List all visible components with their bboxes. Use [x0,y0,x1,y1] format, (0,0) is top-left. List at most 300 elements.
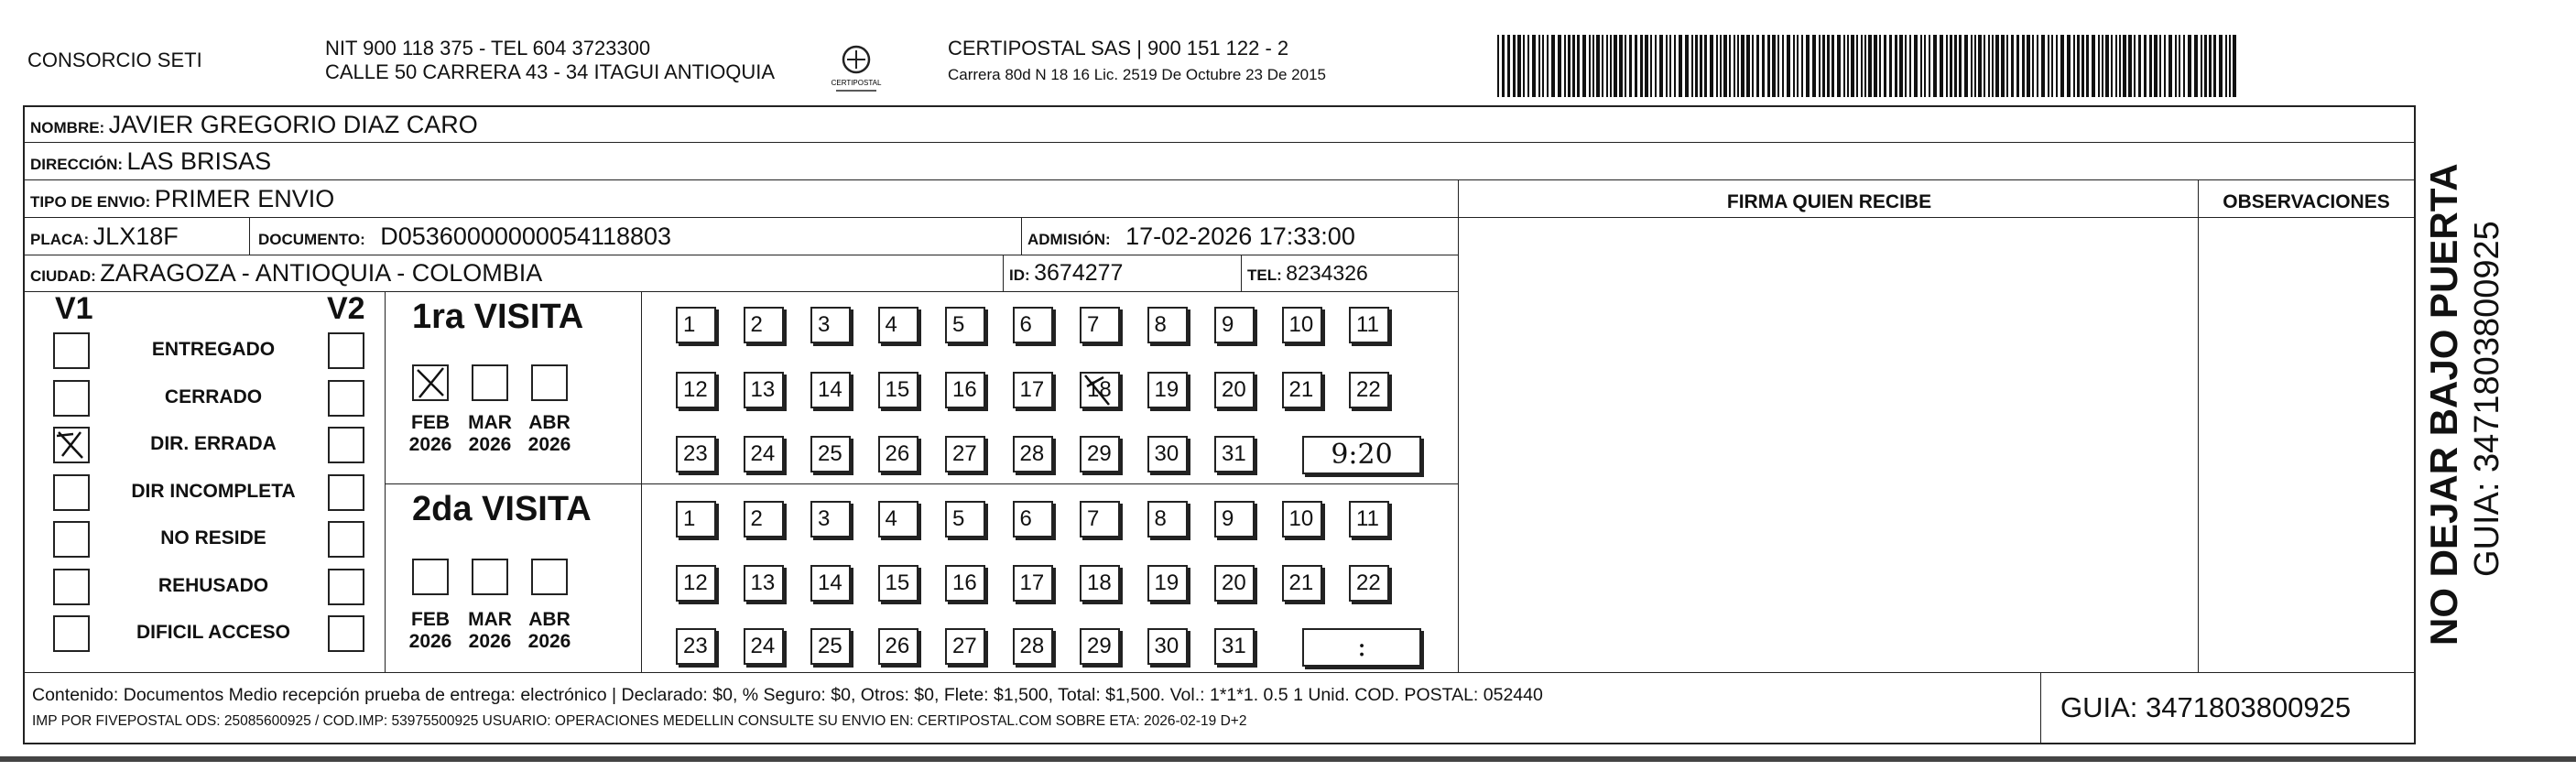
month-name: MAR [468,412,512,433]
barcode-bar [2209,35,2212,97]
barcode-bar [1716,35,1718,97]
tel-value: 8234326 [1286,261,1368,285]
day-cell[interactable]: 20 [1214,565,1255,602]
month-checkbox[interactable] [472,364,508,401]
barcode-bar [1704,35,1707,97]
barcode-bar [1497,35,1499,97]
barcode-bar [2086,35,2089,97]
day-cell[interactable]: 14 [810,565,851,602]
no-dejar-text: NO DEJAR BAJO PUERTA [2422,163,2465,646]
day-cell[interactable]: 26 [878,436,918,472]
barcode-bar [2022,35,2025,97]
day-cell[interactable]: 4 [878,307,918,343]
day-cell[interactable]: 28 [1013,436,1053,472]
barcode-bar [2032,35,2034,97]
bottom-rule [0,756,2576,762]
first-visit-title: 1ra VISITA [412,298,584,336]
barcode-bar [2081,35,2084,97]
barcode-bar [2051,35,2053,97]
company-name: CONSORCIO SETI [27,49,202,71]
day-cell[interactable]: 3 [810,501,851,538]
barcode-bar [2056,35,2058,97]
day-cell[interactable]: 18 [1080,565,1120,602]
barcode-bar [2201,35,2202,97]
day-cell[interactable]: 6 [1013,501,1053,538]
id-label: ID: [1009,266,1030,284]
barcode-bar [2041,35,2045,97]
barcode-bar [1619,35,1623,97]
direccion-label: DIRECCIÓN: [30,156,124,173]
month-year: 2026 [527,631,571,652]
barcode-bar [1527,35,1529,97]
day-cell[interactable]: 21 [1282,372,1322,408]
ciudad-label: CIUDAD: [30,267,96,285]
barcode-bar [2229,35,2231,97]
barcode-bar [2144,35,2147,97]
barcode-bar [2077,35,2080,97]
barcode-bar [2001,35,2005,97]
month-label [403,609,458,653]
barcode-bar [2164,35,2166,97]
v1-checkbox[interactable] [53,427,90,463]
barcode-bar [1909,35,1911,97]
day-cell[interactable]: 9 [1214,501,1255,538]
barcode-bar [2119,35,2121,97]
barcode-bar [2159,35,2161,97]
barcode-bar [1625,35,1626,97]
tel-label: TEL: [1247,266,1282,284]
barcode-bar [1929,35,1930,97]
barcode-bar [1984,35,1985,97]
day-cell[interactable]: 7 [1080,307,1120,343]
barcode-bar [1737,35,1739,97]
id-cell [1009,256,1123,293]
day-cell[interactable]: 23 [676,436,716,472]
barcode-bar [1819,35,1821,97]
barcode-bar [1523,35,1525,97]
barcode-bar [2048,35,2049,97]
day-cell[interactable]: 15 [878,372,918,408]
barcode-bar [1700,35,1702,97]
address-line: CALLE 50 CARRERA 43 - 34 ITAGUI ANTIOQUIA [325,60,776,83]
day-cell[interactable]: 31 [1214,628,1255,665]
barcode-bar [2016,35,2019,97]
barcode-bar [1959,35,1962,97]
barcode-bar [1729,35,1731,97]
barcode-bar [2037,35,2038,97]
month-label [462,412,517,456]
v1-checkbox[interactable] [53,569,90,605]
ciudad-cell [30,256,542,294]
month-name: MAR [468,609,512,630]
month-year: 2026 [527,434,571,455]
firma-header: FIRMA QUIEN RECIBE [1726,191,1932,212]
admision-cell [1027,220,1355,257]
day-cell[interactable]: 15 [878,565,918,602]
barcode-bar [1695,35,1698,97]
day-cell[interactable]: 16 [945,565,985,602]
barcode-bar [1924,35,1926,97]
barcode-bar [1679,35,1682,97]
barcode-bar [1558,35,1561,97]
handwritten-mark-icon [1081,374,1118,407]
direccion-row [30,145,271,182]
barcode-bar [1950,35,1952,97]
barcode-bar [1685,35,1689,97]
v2-checkbox[interactable] [328,474,364,511]
barcode-bar [2098,35,2100,97]
barcode-bar [1899,35,1903,97]
barcode-bar [1720,35,1722,97]
day-cell[interactable]: 31 [1214,436,1255,472]
barcode-bar [1734,35,1735,97]
day-cell[interactable]: 24 [744,436,784,472]
barcode-bar [1914,35,1918,97]
day-cell[interactable]: 30 [1147,628,1188,665]
barcode-bar [1895,35,1897,97]
nombre-row [30,108,478,146]
v2-header: V2 [327,291,365,326]
barcode-bar [1572,35,1575,97]
barcode-bar [1710,35,1713,97]
v1-checkbox[interactable] [53,474,90,511]
barcode-bar [2006,35,2008,97]
barcode-bar [1589,35,1591,97]
barcode-bar [1964,35,1968,97]
v1-checkbox[interactable] [53,521,90,558]
barcode-bar [2092,35,2095,97]
barcode-bar [1629,35,1632,97]
day-cell[interactable]: 30 [1147,436,1188,472]
day-cell[interactable]: 5 [945,307,985,343]
month-checkbox[interactable] [531,364,568,401]
admision-label: ADMISIÓN: [1027,231,1111,248]
barcode-bar [1568,35,1571,97]
barcode-bar [1856,35,1858,97]
barcode-bar [1864,35,1866,97]
tipo-value: PRIMER ENVIO [154,185,335,212]
barcode-bar [2102,35,2103,97]
month-label [522,609,577,653]
day-cell[interactable]: 5 [945,501,985,538]
tipo-envio-row [30,182,334,220]
guia-box: GUIA: 3471803800925 [2060,691,2352,723]
barcode-bar [1752,35,1754,97]
barcode-bar [1741,35,1745,97]
barcode-bar [1610,35,1612,97]
v2-checkbox[interactable] [328,332,364,369]
barcode-bar [1538,35,1540,97]
barcode-bar [2027,35,2030,97]
status-label: ENTREGADO [151,339,276,360]
barcode-bar [2219,35,2223,97]
barcode [1497,35,2239,97]
barcode-bar [2060,35,2064,97]
barcode-bar [1640,35,1643,97]
month-checkbox[interactable] [472,559,508,595]
barcode-bar [1532,35,1536,97]
license-line: Carrera 80d N 18 16 Lic. 2519 De Octubre 23 De 2015 [948,66,1326,83]
barcode-bar [1691,35,1693,97]
day-cell[interactable]: 18 [1080,372,1120,408]
barcode-bar [1851,35,1854,97]
barcode-bar [2111,35,2113,97]
day-cell[interactable]: 29 [1080,436,1120,472]
barcode-bar [1868,35,1872,97]
v2-checkbox[interactable] [328,380,364,417]
documento-cell [258,220,671,257]
barcode-bar [1614,35,1617,97]
barcode-bar [1889,35,1892,97]
barcode-bar [1843,35,1845,97]
day-cell[interactable]: 25 [810,628,851,665]
day-cell[interactable]: 16 [945,372,985,408]
day-cell[interactable]: 20 [1214,372,1255,408]
barcode-bar [1787,35,1790,97]
barcode-bar [1767,35,1770,97]
month-name: ABR [528,412,571,433]
day-cell[interactable]: 9 [1214,307,1255,343]
day-cell[interactable]: 22 [1349,565,1389,602]
barcode-bar [1513,35,1516,97]
barcode-bar [1577,35,1580,97]
barcode-bar [1879,35,1881,97]
day-cell[interactable]: 14 [810,372,851,408]
barcode-bar [2011,35,2014,97]
barcode-bar [1974,35,1976,97]
barcode-bar [1746,35,1750,97]
barcode-bar [1666,35,1668,97]
barcode-bar [1723,35,1727,97]
day-cell[interactable]: 13 [744,372,784,408]
barcode-bar [1674,35,1676,97]
barcode-bar [2179,35,2180,97]
day-cell[interactable]: 24 [744,628,784,665]
status-label: DIR. ERRADA [150,433,277,454]
v1-header: V1 [55,291,93,326]
barcode-bar [2175,35,2177,97]
barcode-bar [2204,35,2207,97]
day-cell[interactable]: 10 [1282,307,1322,343]
v2-checkbox[interactable] [328,615,364,652]
barcode-bar [1837,35,1841,97]
barcode-bar [2067,35,2071,97]
month-label [462,609,517,653]
barcode-bar [2149,35,2152,97]
barcode-bar [1635,35,1637,97]
direccion-value: LAS BRISAS [126,147,272,175]
day-cell[interactable]: 17 [1013,372,1053,408]
time-field[interactable]: 9:20 [1302,436,1421,474]
barcode-bar [1606,35,1608,97]
day-cell[interactable]: 4 [878,501,918,538]
barcode-bar [2225,35,2227,97]
footer-line-1: Contenido: Documentos Medio recepción prueba de entrega: electrónico | Declarado: $0, % Seguro: $0, Otros: $0, Flete: $1,500, Total: $1,500. Vol.: 1*1*1. 0.5 1 Unid. COD. POSTAL: 052440 [32,685,1543,705]
v1-checkbox[interactable] [53,380,90,417]
day-cell[interactable]: 29 [1080,628,1120,665]
day-cell[interactable]: 12 [676,372,716,408]
day-cell[interactable]: 17 [1013,565,1053,602]
side-guia-text: GUIA: 3471803800925 [2468,221,2506,577]
barcode-bar [1772,35,1776,97]
day-cell[interactable]: 28 [1013,628,1053,665]
status-label: REHUSADO [158,574,269,596]
barcode-bar [2213,35,2216,97]
ciudad-value: ZARAGOZA - ANTIOQUIA - COLOMBIA [100,259,543,287]
month-name: FEB [411,609,450,630]
barcode-bar [1874,35,1877,97]
month-checkbox[interactable] [531,559,568,595]
month-checkbox[interactable] [412,559,449,595]
barcode-bar [1884,35,1886,97]
day-cell[interactable]: 1 [676,501,716,538]
day-cell[interactable]: 3 [810,307,851,343]
barcode-bar [2183,35,2185,97]
barcode-bar [1905,35,1907,97]
day-cell[interactable]: 22 [1349,372,1389,408]
day-cell[interactable]: 12 [676,565,716,602]
v1-checkbox[interactable] [53,615,90,652]
barcode-bar [1940,35,1943,97]
barcode-bar [1995,35,1999,97]
month-label [522,412,577,456]
month-label [403,412,458,456]
barcode-bar [1582,35,1586,97]
day-cell[interactable]: 26 [878,628,918,665]
barcode-bar [1655,35,1657,97]
barcode-bar [1971,35,1973,97]
v2-checkbox[interactable] [328,427,364,463]
day-cell[interactable]: 11 [1349,307,1389,343]
nombre-value: JAVIER GREGORIO DIAZ CARO [108,111,478,138]
barcode-bar [1847,35,1849,97]
day-cell[interactable]: 27 [945,628,985,665]
tel-cell [1247,256,1368,293]
day-cell[interactable]: 8 [1147,307,1188,343]
status-label: NO RESIDE [160,527,266,548]
barcode-bar [1547,35,1549,97]
handwritten-mark-icon [55,429,88,462]
v2-checkbox[interactable] [328,521,364,558]
barcode-bar [1782,35,1784,97]
documento-value: D05360000000054118803 [380,223,672,250]
footer-line-2: IMP POR FIVEPOSTAL ODS: 25085600925 / COD.IMP: 53975500925 USUARIO: OPERACIONES MEDELLIN CONSULTE SU ENVIO EN: CERTIPOSTAL.COM SOBRE ETA: 2026-02-19 D+2 [32,713,1247,729]
month-name: FEB [411,412,450,433]
barcode-bar [1507,35,1510,97]
day-cell[interactable]: 21 [1282,565,1322,602]
day-cell[interactable]: 25 [810,436,851,472]
month-year: 2026 [408,631,452,652]
day-cell[interactable]: 7 [1080,501,1120,538]
time-field[interactable]: : [1302,628,1421,667]
status-label: DIFICIL ACCESO [136,622,290,643]
admision-value: 17-02-2026 17:33:00 [1125,223,1355,250]
certipostal-line: CERTIPOSTAL SAS | 900 151 122 - 2 [948,37,1289,60]
day-cell[interactable]: 2 [744,501,784,538]
barcode-bar [1669,35,1671,97]
second-visit-title: 2da VISITA [412,490,592,528]
barcode-bar [1762,35,1765,97]
placa-label: PLACA: [30,231,90,248]
barcode-bar [2073,35,2075,97]
day-cell[interactable]: 19 [1147,372,1188,408]
barcode-bar [1502,35,1505,97]
barcode-bar [1812,35,1816,97]
day-cell[interactable]: 19 [1147,565,1188,602]
barcode-bar [1946,35,1948,97]
barcode-bar [1645,35,1648,97]
v1-checkbox[interactable] [53,332,90,369]
barcode-bar [2123,35,2126,97]
barcode-bar [2168,35,2172,97]
barcode-bar [2188,35,2191,97]
day-cell[interactable]: 13 [744,565,784,602]
day-cell[interactable]: 6 [1013,307,1053,343]
id-value: 3674277 [1034,260,1124,286]
barcode-bar [1988,35,1990,97]
barcode-bar [1992,35,1994,97]
barcode-bar [1756,35,1759,97]
day-cell[interactable]: 23 [676,628,716,665]
day-cell[interactable]: 10 [1282,501,1322,538]
barcode-bar [2105,35,2109,97]
day-cell[interactable]: 2 [744,307,784,343]
day-cell[interactable]: 11 [1349,501,1389,538]
barcode-bar [1659,35,1663,97]
barcode-bar [1920,35,1922,97]
status-label: DIR INCOMPLETA [131,480,296,502]
certipostal-logo [829,41,884,96]
month-name: ABR [528,609,571,630]
barcode-bar [1797,35,1799,97]
barcode-bar [1861,35,1863,97]
day-cell[interactable]: 1 [676,307,716,343]
barcode-bar [2138,35,2141,97]
barcode-bar [1822,35,1825,97]
barcode-bar [1831,35,1834,97]
barcode-bar [1650,35,1652,97]
barcode-bar [1793,35,1795,97]
barcode-bar [1777,35,1779,97]
barcode-bar [2115,35,2117,97]
barcode-bar [1978,35,1982,97]
barcode-bar [1933,35,1937,97]
barcode-bar [1806,35,1810,97]
barcode-bar [1602,35,1603,97]
documento-label: DOCUMENTO: [258,231,365,248]
month-checkbox[interactable] [412,364,449,401]
barcode-bar [2128,35,2132,97]
barcode-bar [1517,35,1521,97]
nit-line: NIT 900 118 375 - TEL 604 3723300 [325,37,651,60]
barcode-bar [2233,35,2236,97]
barcode-bar [1827,35,1830,97]
barcode-bar [2194,35,2198,97]
barcode-bar [1954,35,1957,97]
barcode-bar [2134,35,2136,97]
month-year: 2026 [468,434,512,455]
v2-checkbox[interactable] [328,569,364,605]
observaciones-header: OBSERVACIONES [2223,191,2390,212]
barcode-bar [1542,35,1544,97]
logo-text: CERTIPOSTAL [831,79,882,87]
day-cell[interactable]: 27 [945,436,985,472]
month-year: 2026 [408,434,452,455]
barcode-bar [1801,35,1803,97]
day-cell[interactable]: 8 [1147,501,1188,538]
barcode-bar [1596,35,1600,97]
handwritten-mark-icon [414,366,447,399]
